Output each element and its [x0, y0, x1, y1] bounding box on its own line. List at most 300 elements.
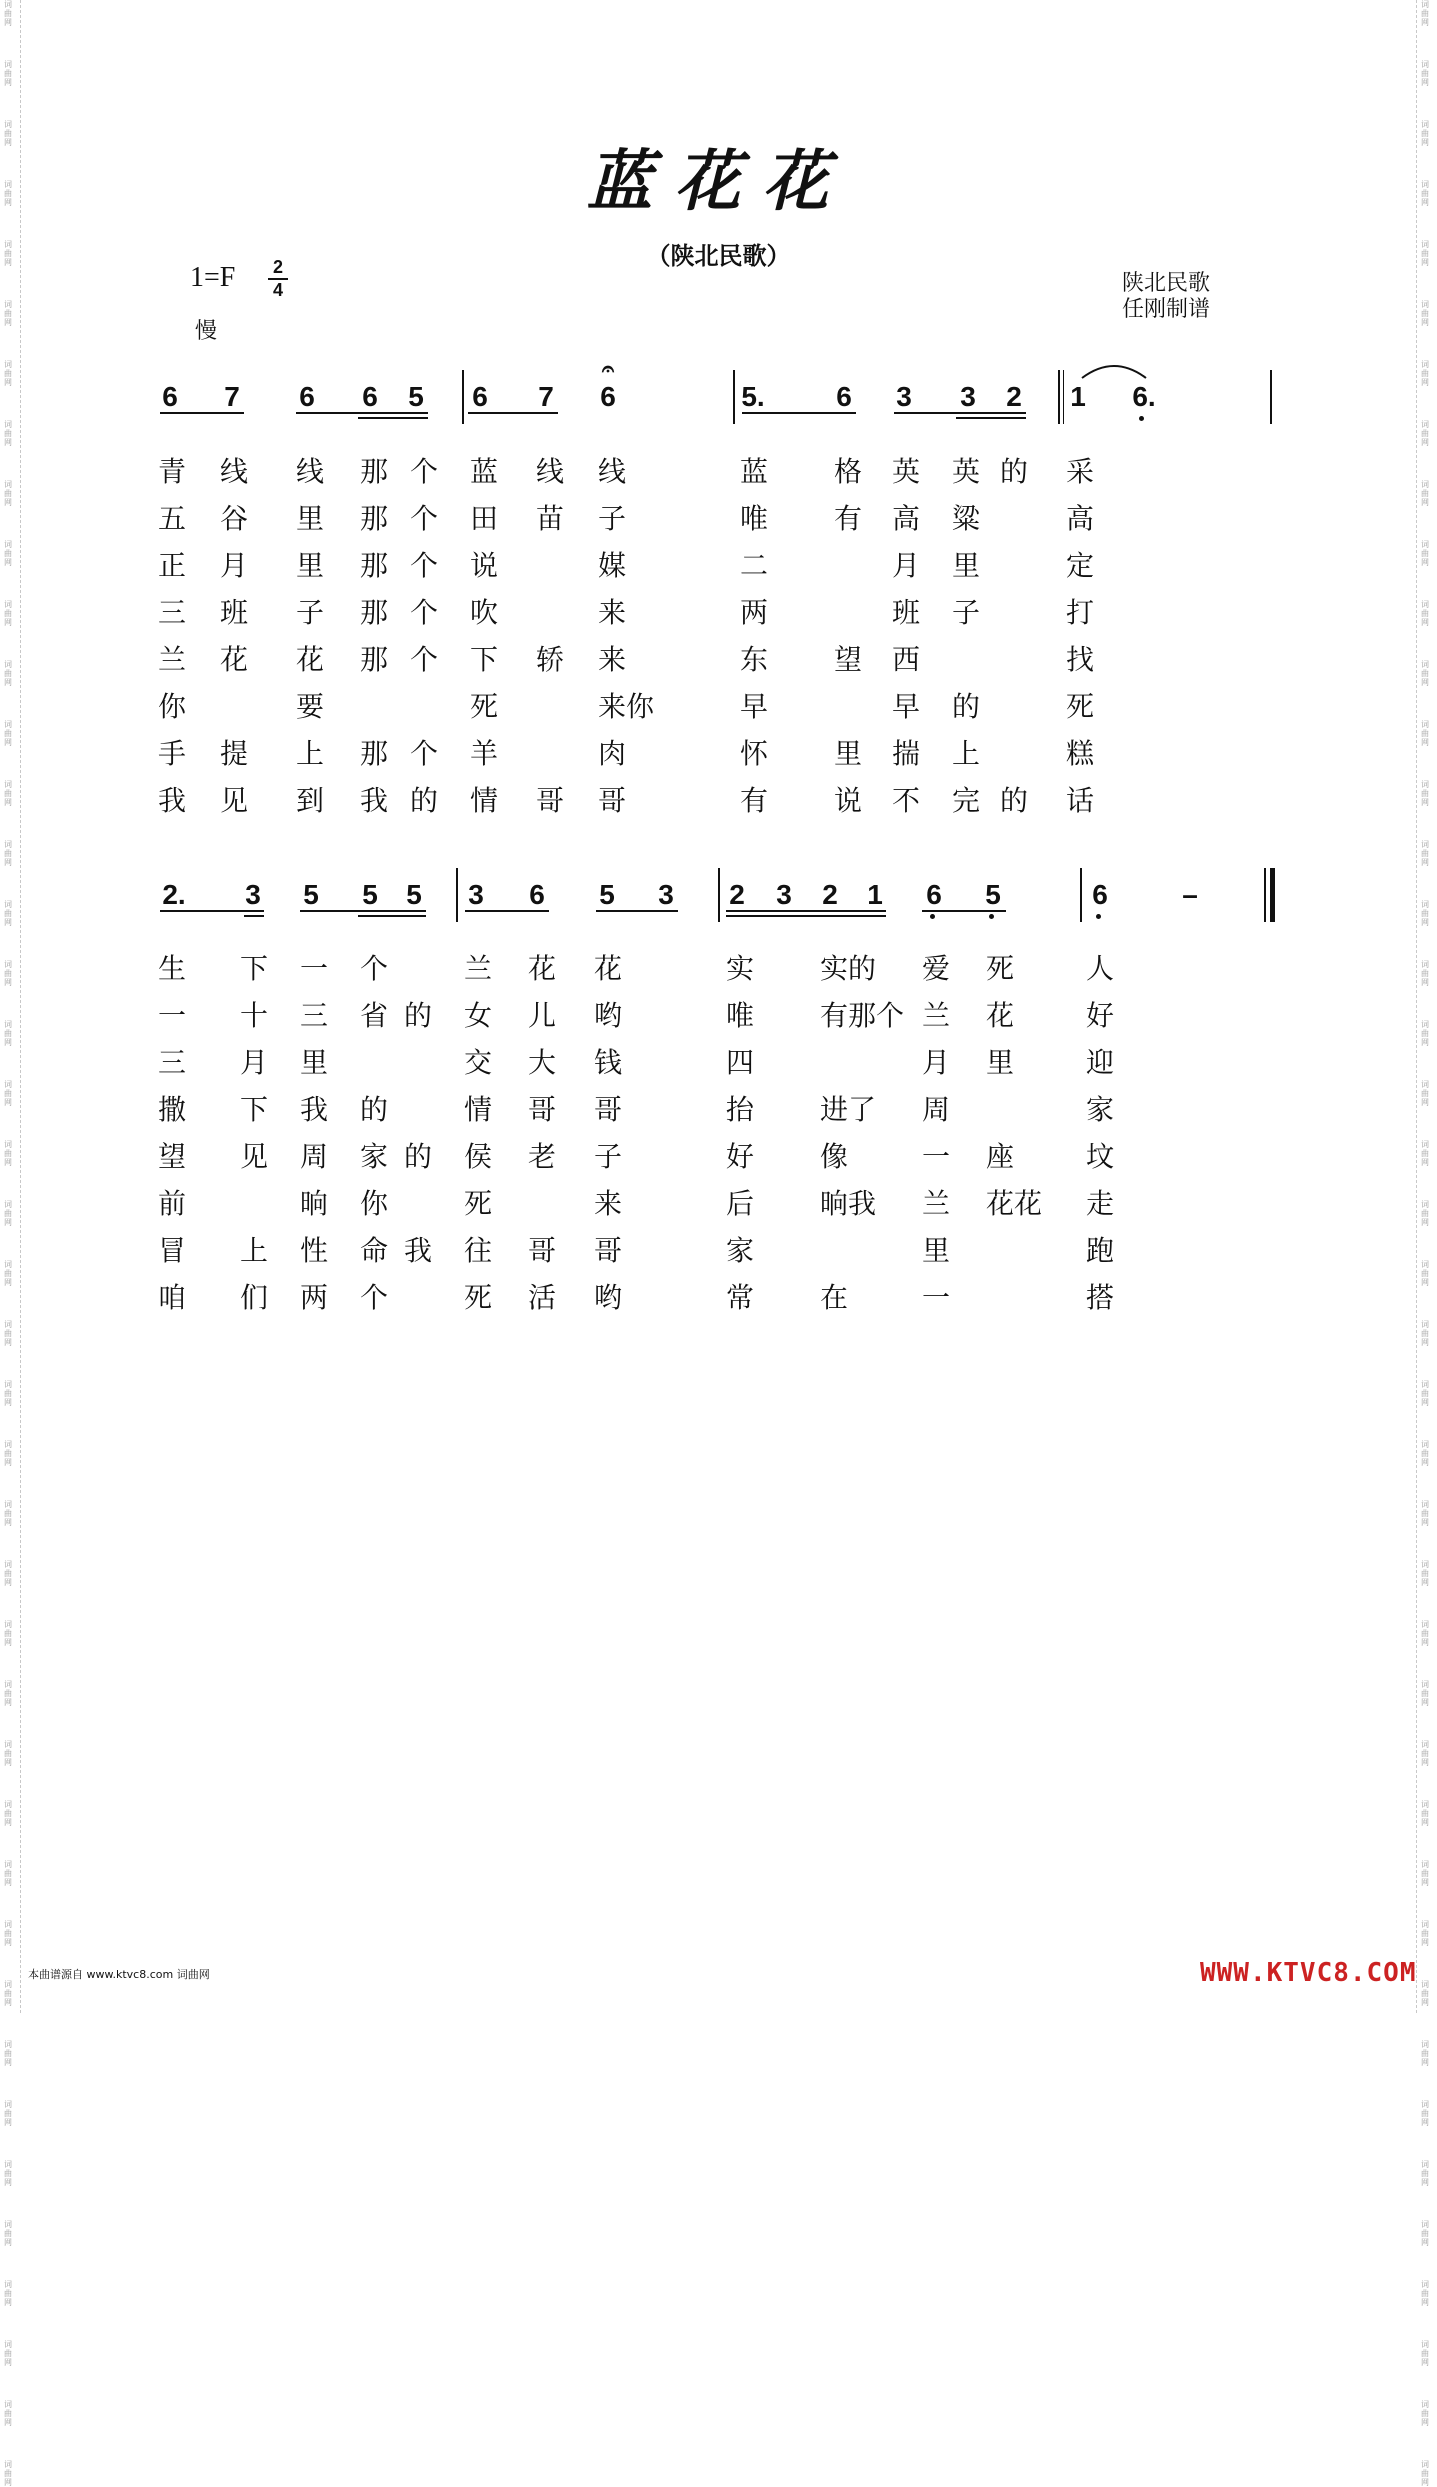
lyric-word: 你	[158, 690, 187, 723]
lyric-word: 子	[598, 502, 627, 535]
lyric-word: 五	[158, 502, 187, 535]
watermark-text: 词曲网	[1421, 480, 1429, 507]
watermark-text: 词曲网	[4, 60, 12, 87]
lyric-line	[0, 1093, 1437, 1133]
watermark-text: 词曲网	[1421, 60, 1429, 87]
lower-octave-dot	[1096, 914, 1101, 919]
lyric-word: 西	[892, 643, 921, 676]
lyric-word: 有那个	[820, 999, 905, 1032]
lyric-word: 下	[240, 1093, 269, 1126]
watermark-text: 词曲网	[1421, 1800, 1429, 1827]
lyric-word: 里	[296, 502, 325, 535]
note: 3	[245, 879, 261, 910]
lyric-word: 家	[1086, 1093, 1115, 1126]
lyric-word: 月	[220, 549, 249, 582]
watermark-text: 词曲网	[4, 1260, 12, 1287]
watermark-text: 词曲网	[1421, 2400, 1429, 2427]
lyric-word: 线	[296, 455, 325, 488]
lyric-word: 好	[1086, 999, 1115, 1032]
underline	[468, 412, 558, 414]
lyric-word: 子	[296, 596, 325, 629]
lyric-word: 的	[1000, 455, 1029, 488]
lyric-word: 一	[922, 1140, 951, 1173]
lyric-word: 兰	[922, 999, 951, 1032]
lyric-word: 上	[952, 737, 981, 770]
barline	[1080, 868, 1082, 922]
watermark-text: 词曲网	[4, 960, 12, 987]
note: 3	[776, 879, 792, 910]
lyric-word: 二	[740, 549, 769, 582]
watermark-text: 词曲网	[4, 1740, 12, 1767]
underline	[296, 412, 428, 414]
lyric-line	[0, 549, 1437, 589]
lyric-word: 唯	[726, 999, 755, 1032]
lyric-word: 实的	[820, 952, 877, 985]
lyric-word: 哟	[594, 1281, 623, 1314]
lyric-word: 那	[360, 549, 389, 582]
lyric-word: 死	[1066, 690, 1095, 723]
watermark-text: 词曲网	[1421, 780, 1429, 807]
note: 1	[867, 879, 883, 910]
underline	[358, 915, 426, 917]
watermark-text: 词曲网	[1421, 1980, 1429, 2007]
lyric-word: 苗	[536, 502, 565, 535]
lyric-word: 个	[410, 549, 439, 582]
lyric-word: 省	[360, 999, 389, 1032]
note: 2.	[162, 879, 186, 910]
lyric-word: 命	[360, 1234, 389, 1267]
lyric-word: 女	[464, 999, 493, 1032]
watermark-text: 词曲网	[4, 480, 12, 507]
lyric-word: 一	[922, 1281, 951, 1314]
lyric-word: 那	[360, 643, 389, 676]
lyric-word: 月	[922, 1046, 951, 1079]
lyric-word: 哥	[594, 1093, 623, 1126]
underline	[894, 412, 1026, 414]
watermark-text: 词曲网	[1421, 1560, 1429, 1587]
lyric-word: 常	[726, 1281, 755, 1314]
watermark-text: 词曲网	[1421, 300, 1429, 327]
lyric-word: 花	[296, 643, 325, 676]
note: 5	[408, 381, 424, 412]
note: 6	[600, 381, 616, 412]
lyric-word: 个	[410, 596, 439, 629]
lyric-word: 家	[360, 1140, 389, 1173]
underline	[596, 910, 678, 912]
song-title: 蓝花花	[586, 142, 851, 220]
lyric-word: 的	[952, 690, 981, 723]
lyric-word: 那	[360, 502, 389, 535]
barline	[462, 370, 464, 424]
lyric-line	[0, 502, 1437, 542]
lyric-word: 跑	[1086, 1234, 1115, 1267]
note: 6	[299, 381, 315, 412]
lyric-word: 两	[300, 1281, 329, 1314]
lyric-word: 采	[1066, 455, 1095, 488]
lyric-word: 里	[300, 1046, 329, 1079]
lyric-word: 死	[464, 1281, 493, 1314]
lyric-word: 四	[726, 1046, 755, 1079]
watermark-text: 词曲网	[1421, 720, 1429, 747]
barline	[1270, 370, 1272, 424]
lyric-word: 实	[726, 952, 755, 985]
lyric-word: 我	[360, 784, 389, 817]
lyric-word: 高	[1066, 502, 1095, 535]
watermark-text: 词曲网	[1421, 240, 1429, 267]
lyric-word: 来	[598, 643, 627, 676]
lyric-word: 望	[158, 1140, 187, 1173]
lyric-word: 有	[740, 784, 769, 817]
watermark-text: 词曲网	[4, 1920, 12, 1947]
lyric-line	[0, 643, 1437, 683]
lyric-word: 三	[300, 999, 329, 1032]
note: 6	[472, 381, 488, 412]
lyric-word: 进了	[820, 1093, 877, 1126]
lyric-word: 里	[922, 1234, 951, 1267]
watermark-text: 词曲网	[1421, 180, 1429, 207]
lyric-word: 的	[1000, 784, 1029, 817]
credit-origin: 陕北民歌	[1122, 271, 1211, 296]
note: 3	[896, 381, 912, 412]
lyric-word: 家	[726, 1234, 755, 1267]
watermark-text: 词曲网	[1421, 120, 1429, 147]
lyric-line	[0, 596, 1437, 636]
lyric-word: 哥	[536, 784, 565, 817]
note: 3	[468, 879, 484, 910]
lyric-word: 冒	[158, 1234, 187, 1267]
lyric-word: 的	[410, 784, 439, 817]
lyric-word: 子	[952, 596, 981, 629]
watermark-text: 词曲网	[4, 2340, 12, 2367]
lyric-line	[0, 1046, 1437, 1086]
lyric-word: 晌	[300, 1187, 329, 1220]
watermark-text: 词曲网	[1421, 1200, 1429, 1227]
lyric-word: 完	[952, 784, 981, 817]
lyric-word: 你	[360, 1187, 389, 1220]
lyric-word: 我	[404, 1234, 433, 1267]
lyric-word: 性	[300, 1234, 329, 1267]
note: 5	[406, 879, 422, 910]
lyric-word: 兰	[158, 643, 187, 676]
lyric-word: 怀	[740, 737, 769, 770]
lyric-word: 英	[952, 455, 981, 488]
final-barline-thin	[1264, 868, 1266, 922]
note: 5	[985, 879, 1001, 910]
note: 6	[362, 381, 378, 412]
watermark-text: 词曲网	[1421, 960, 1429, 987]
note: 2	[822, 879, 838, 910]
lyric-word: 里	[296, 549, 325, 582]
lyric-word: 望	[834, 643, 863, 676]
lyric-word: 十	[240, 999, 269, 1032]
lyric-word: 活	[528, 1281, 557, 1314]
meter-top: 2	[272, 257, 283, 277]
lyric-word: 爱	[922, 952, 951, 985]
watermark-text: 词曲网	[4, 300, 12, 327]
lyric-word: 蓝	[470, 455, 499, 488]
watermark-text: 词曲网	[4, 840, 12, 867]
lyric-word: 里	[834, 737, 863, 770]
watermark-text: 词曲网	[1421, 0, 1429, 27]
lyric-word: 们	[240, 1281, 269, 1314]
note: 6	[529, 879, 545, 910]
lyric-word: 走	[1086, 1187, 1115, 1220]
watermark-text: 词曲网	[4, 1200, 12, 1227]
underline	[244, 915, 264, 917]
lyric-word: 来	[598, 596, 627, 629]
barline	[718, 868, 720, 922]
song-subtitle: （陕北民歌）	[646, 242, 791, 270]
watermark-text: 词曲网	[4, 2460, 12, 2487]
watermark-text: 词曲网	[1421, 600, 1429, 627]
lyric-word: 下	[470, 643, 499, 676]
lyric-line	[0, 690, 1437, 730]
lyric-word: 不	[892, 784, 921, 817]
watermark-text: 词曲网	[1421, 1140, 1429, 1167]
watermark-text: 词曲网	[4, 780, 12, 807]
lyric-word: 话	[1066, 784, 1095, 817]
watermark-text: 词曲网	[4, 1380, 12, 1407]
lyric-line	[0, 737, 1437, 777]
watermark-text: 词曲网	[1421, 2100, 1429, 2127]
lyric-word: 迎	[1086, 1046, 1115, 1079]
lyric-word: 我	[300, 1093, 329, 1126]
lyric-word: 唯	[740, 502, 769, 535]
watermark-text: 词曲网	[4, 120, 12, 147]
underline	[160, 412, 244, 414]
lyric-word: 兰	[464, 952, 493, 985]
lyric-word: 钱	[594, 1046, 623, 1079]
note: 2	[1006, 381, 1022, 412]
lyric-word: 到	[296, 784, 325, 817]
barline	[733, 370, 735, 424]
watermark-text: 词曲网	[1421, 2280, 1429, 2307]
lyric-word: 来	[594, 1187, 623, 1220]
lyric-word: 像	[820, 1140, 849, 1173]
note: 5.	[741, 381, 765, 412]
watermark-text: 词曲网	[1421, 1020, 1429, 1047]
underline	[956, 417, 1026, 419]
note: 5	[362, 879, 378, 910]
footer-source-note: 本曲谱源自 www.ktvc8.com 词曲网	[28, 1968, 210, 1981]
notation-staff-2	[0, 880, 1437, 960]
lyric-word: 东	[740, 643, 769, 676]
key-signature: 1=F	[190, 262, 236, 293]
lyric-word: 谷	[220, 502, 249, 535]
watermark-text: 词曲网	[4, 2040, 12, 2067]
lyric-word: 班	[892, 596, 921, 629]
lyric-word: 那	[360, 455, 389, 488]
lyric-word: 找	[1066, 643, 1095, 676]
lyric-word: 死	[986, 952, 1015, 985]
lyric-word: 手	[158, 737, 187, 770]
lyric-word: 线	[598, 455, 627, 488]
lyric-word: 揣	[892, 737, 921, 770]
watermark-text: 词曲网	[1421, 1680, 1429, 1707]
lyric-word: 往	[464, 1234, 493, 1267]
lyric-word: 见	[220, 784, 249, 817]
watermark-text: 词曲网	[4, 660, 12, 687]
underline	[726, 910, 886, 912]
watermark-text: 词曲网	[4, 240, 12, 267]
lyric-word: 下	[240, 952, 269, 985]
lyric-word: 说	[834, 784, 863, 817]
watermark-text: 词曲网	[4, 1440, 12, 1467]
watermark-text: 词曲网	[4, 1500, 12, 1527]
lyric-word: 月	[240, 1046, 269, 1079]
watermark-text: 词曲网	[1421, 1260, 1429, 1287]
lyric-word: 吹	[470, 596, 499, 629]
lyric-word: 那	[360, 737, 389, 770]
watermark-text: 词曲网	[4, 420, 12, 447]
lyric-word: 媒	[598, 549, 627, 582]
lyric-word: 死	[470, 690, 499, 723]
fermata-icon: 𝄐	[601, 356, 615, 381]
meter-bottom: 4	[272, 280, 283, 300]
lyric-word: 座	[986, 1140, 1015, 1173]
lyric-word: 早	[740, 690, 769, 723]
barline	[1063, 370, 1064, 424]
footer-site-logo: WWW.KTVC8.COM	[1200, 1958, 1417, 1988]
lyric-word: 情	[464, 1093, 493, 1126]
lyric-word: 线	[536, 455, 565, 488]
lyric-word: 说	[470, 549, 499, 582]
lyric-word: 老	[528, 1140, 557, 1173]
lyric-word: 好	[726, 1140, 755, 1173]
barline	[1058, 370, 1060, 424]
lyric-word: 格	[834, 455, 863, 488]
lyric-word: 轿	[536, 643, 565, 676]
watermark-text: 词曲网	[4, 1680, 12, 1707]
lyric-word: 花	[528, 952, 557, 985]
watermark-text: 词曲网	[4, 1320, 12, 1347]
watermark-text: 词曲网	[1421, 840, 1429, 867]
lyric-word: 交	[464, 1046, 493, 1079]
lyric-line	[0, 455, 1437, 495]
watermark-text: 词曲网	[1421, 1440, 1429, 1467]
watermark-text: 词曲网	[1421, 1920, 1429, 1947]
underline	[160, 910, 264, 912]
lyric-word: 情	[470, 784, 499, 817]
lyric-word: 周	[922, 1093, 951, 1126]
watermark-text: 词曲网	[4, 0, 12, 27]
watermark-text: 词曲网	[4, 2100, 12, 2127]
note: 3	[960, 381, 976, 412]
lyric-line	[0, 1140, 1437, 1180]
underline	[358, 417, 428, 419]
watermark-text: 词曲网	[1421, 1860, 1429, 1887]
watermark-text: 词曲网	[4, 1140, 12, 1167]
lyric-word: 一	[300, 952, 329, 985]
lyric-line	[0, 784, 1437, 824]
lyric-word: 定	[1066, 549, 1095, 582]
lyric-word: 的	[404, 999, 433, 1032]
watermark-text: 词曲网	[4, 720, 12, 747]
lyric-line	[0, 1187, 1437, 1227]
lyric-word: 上	[296, 737, 325, 770]
watermark-text: 词曲网	[1421, 1380, 1429, 1407]
lyric-word: 的	[360, 1093, 389, 1126]
watermark-text: 词曲网	[1421, 1500, 1429, 1527]
note: 6	[926, 879, 942, 910]
watermark-text: 词曲网	[4, 1620, 12, 1647]
underline	[726, 915, 886, 917]
watermark-text: 词曲网	[4, 900, 12, 927]
watermark-text: 词曲网	[4, 1560, 12, 1587]
watermark-text: 词曲网	[4, 1980, 12, 2007]
watermark-text: 词曲网	[4, 1860, 12, 1887]
watermark-text: 词曲网	[1421, 540, 1429, 567]
note: 6	[162, 381, 178, 412]
watermark-text: 词曲网	[4, 600, 12, 627]
lyric-word: 大	[528, 1046, 557, 1079]
lyric-word: 线	[220, 455, 249, 488]
lyric-word: 咱	[158, 1281, 187, 1314]
lyric-word: 花花	[986, 1187, 1043, 1220]
lyric-word: 三	[158, 1046, 187, 1079]
note: 1	[1070, 381, 1086, 412]
lyric-word: 坟	[1086, 1140, 1115, 1173]
lyric-word: 哟	[594, 999, 623, 1032]
watermark-text: 词曲网	[1421, 360, 1429, 387]
lyric-word: 两	[740, 596, 769, 629]
note: –	[1182, 879, 1198, 910]
underline	[922, 910, 1006, 912]
lyric-line	[0, 952, 1437, 992]
lyric-word: 月	[892, 549, 921, 582]
lyric-word: 兰	[922, 1187, 951, 1220]
lyric-word: 早	[892, 690, 921, 723]
lyric-word: 里	[952, 549, 981, 582]
lyric-word: 田	[470, 502, 499, 535]
watermark-text: 词曲网	[1421, 900, 1429, 927]
lyric-word: 见	[240, 1140, 269, 1173]
watermark-text: 词曲网	[4, 2400, 12, 2427]
lyric-word: 周	[300, 1140, 329, 1173]
note: 7	[538, 381, 554, 412]
time-signature	[268, 258, 288, 300]
lyric-word: 个	[360, 952, 389, 985]
lower-octave-dot	[989, 914, 994, 919]
watermark-text: 词曲网	[1421, 1740, 1429, 1767]
underline	[465, 910, 549, 912]
lyric-word: 蓝	[740, 455, 769, 488]
lyric-word: 高	[892, 502, 921, 535]
lyric-word: 那	[360, 596, 389, 629]
watermark-text: 词曲网	[1421, 660, 1429, 687]
watermark-text: 词曲网	[1421, 2160, 1429, 2187]
watermark-text: 词曲网	[4, 1080, 12, 1107]
slur-icon	[1080, 360, 1148, 380]
lyric-word: 提	[220, 737, 249, 770]
watermark-text: 词曲网	[1421, 2040, 1429, 2067]
lyric-word: 晌我	[820, 1187, 877, 1220]
note: 2	[729, 879, 745, 910]
lyric-word: 儿	[528, 999, 557, 1032]
lyric-word: 后	[726, 1187, 755, 1220]
watermark-text: 词曲网	[4, 180, 12, 207]
lyric-word: 抬	[726, 1093, 755, 1126]
note: 6	[1092, 879, 1108, 910]
lyric-word: 打	[1066, 596, 1095, 629]
lyric-word: 英	[892, 455, 921, 488]
lyric-word: 哥	[598, 784, 627, 817]
watermark-text: 词曲网	[1421, 1620, 1429, 1647]
note: 5	[303, 879, 319, 910]
note: 6.	[1132, 381, 1156, 412]
lyric-word: 来你	[598, 690, 655, 723]
note: 5	[599, 879, 615, 910]
